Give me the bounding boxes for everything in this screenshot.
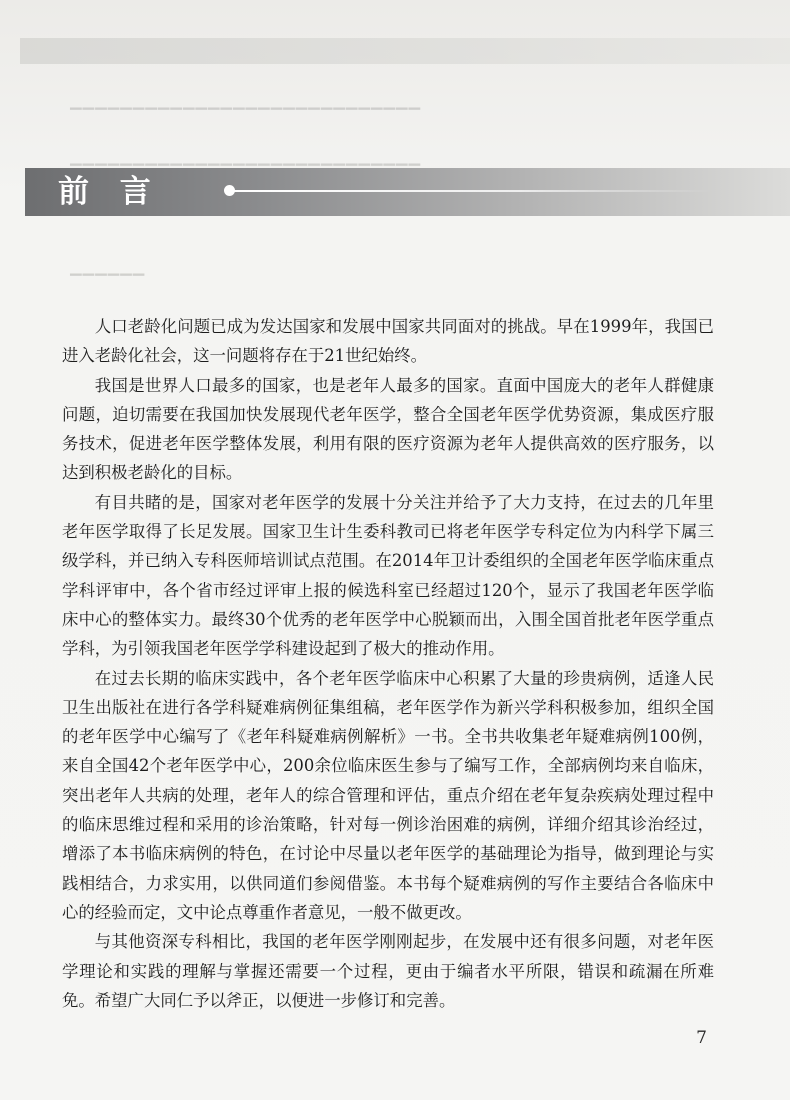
page-number: 7 bbox=[696, 1028, 707, 1048]
paragraph: 我国是世界人口最多的国家，也是老年人最多的国家。直面中国庞大的老年人群健康问题，迫切需要在我国加快发展现代老年医学，整合全国老年医学优势资源，集成医疗服务技术，促进老年医学整体发展，利用有限的医疗资源为老年人提供高效的医疗服务，以达到积极老龄化的目标。 bbox=[62, 375, 714, 483]
paragraph: 与其他资深专科相比，我国的老年医学刚刚起步，在发展中还有很多问题，对老年医学理论和实践的理解与掌握还需要一个过程，更由于编者水平所限，错误和疏漏在所难免。希望广大同仁予以斧正，以便进一步修订和完善。 bbox=[62, 932, 714, 1010]
section-title: 前 言 bbox=[58, 174, 161, 210]
show-through-text: ▁▁▁▁▁▁▁▁▁▁▁▁▁▁▁▁▁▁▁▁▁▁▁▁▁▁▁▁ bbox=[70, 92, 421, 110]
show-through-text: ▁▁▁▁▁▁ bbox=[70, 258, 146, 276]
paragraph: 人口老龄化问题已成为发达国家和发展中国家共同面对的挑战。早在1999年，我国已进入老龄化社会，这一问题将存在于21世纪始终。 bbox=[62, 317, 714, 366]
show-through-band bbox=[20, 38, 790, 64]
paragraph: 有目共睹的是，国家对老年医学的发展十分关注并给予了大力支持，在过去的几年里老年医学取得了长足发展。国家卫生计生委科教司已将老年医学专科定位为内科学下属三级学科，并已纳入专科医师培训试点范围。在2014年卫计委组织的全国老年医学临床重点学科评审中，各个省市经过评审上报的候选科室已经超过120个，显示了我国老年医学临床中心的整体实力。最终30个优秀的老年医学中心脱颖而出，入围全国首批老年医学重点学科，为引领我国老年医学学科建设起到了极大的推动作用。 bbox=[62, 492, 714, 659]
paragraph: 在过去长期的临床实践中，各个老年医学临床中心积累了大量的珍贵病例，适逢人民卫生出版社在进行各学科疑难病例征集组稿，老年医学作为新兴学科积极参加，组织全国的老年医学中心编写了《老年科疑难病例解析》一书。全书共收集老年疑难病例100例，来自全国42个老年医学中心，200余位临床医生参与了编写工作，全部病例均来自临床，突出老年人共病的处理，老年人的综合管理和评估，重点介绍在老年复杂疾病处理过程中的临床思维过程和采用的诊治策略，针对每一例诊治困难的病例，详细介绍其诊治经过，增添了本书临床病例的特色，在讨论中尽量以老年医学的基础理论为指导，做到理论与实践相结合，力求实用，以供同道们参阅借鉴。本书每个疑难病例的写作主要结合各临床中心的经验而定，文中论点尊重作者意见，一般不做更改。 bbox=[62, 668, 714, 922]
preface-body bbox=[62, 312, 714, 1015]
show-through-text: ▁▁▁▁▁▁▁▁▁▁▁▁▁▁▁▁▁▁▁▁▁▁▁▁▁▁▁▁ bbox=[70, 148, 421, 166]
header-ornament-line bbox=[232, 190, 712, 192]
